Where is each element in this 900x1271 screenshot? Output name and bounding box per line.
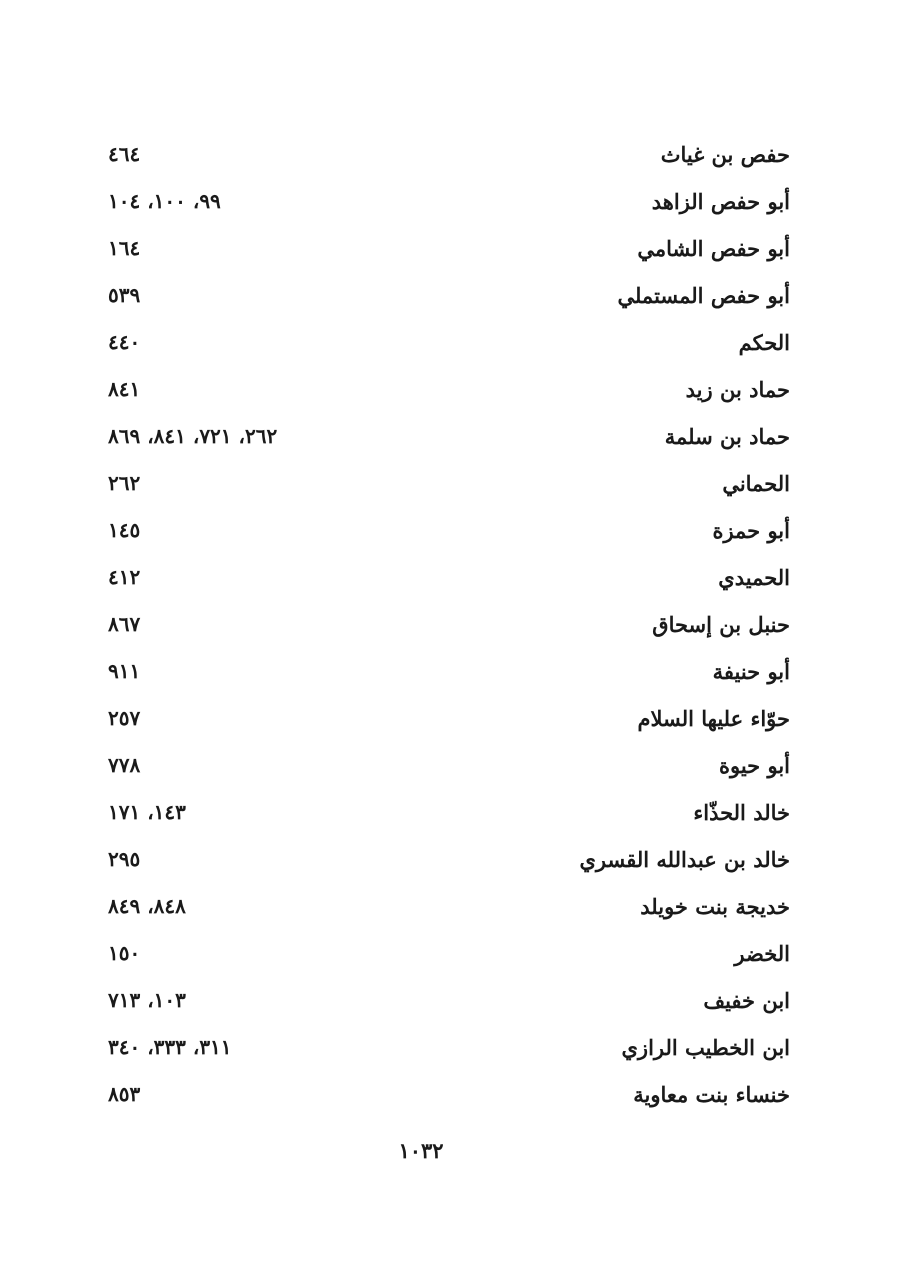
- entry-page-numbers: ١٠٣، ٧١٣: [108, 988, 186, 1012]
- index-entry: [100, 698, 790, 745]
- index-entry: [100, 651, 790, 698]
- entry-name: أبو حفص الشامي: [637, 236, 790, 261]
- entry-name: حماد بن سلمة: [664, 424, 790, 449]
- index-entry: [100, 463, 790, 510]
- entry-page-numbers: ٥٣٩: [108, 283, 141, 307]
- entry-name: الحميدي: [718, 565, 790, 590]
- entry-name: أبو حيوة: [718, 753, 790, 778]
- entry-name: خالد الحذّاء: [693, 800, 790, 825]
- entry-page-numbers: ٣١١، ٣٣٣، ٣٤٠: [108, 1035, 232, 1059]
- entry-page-numbers: ١٥٠: [108, 941, 141, 965]
- entry-name: حماد بن زيد: [685, 377, 790, 402]
- entry-page-numbers: ٩١١: [108, 659, 141, 683]
- entry-page-numbers: ١٤٥: [108, 518, 141, 542]
- entry-name: أبو حفص الزاهد: [651, 189, 790, 214]
- entry-page-numbers: ٨٥٣: [108, 1082, 141, 1106]
- entry-name: خالد بن عبدالله القسري: [579, 847, 790, 872]
- index-entry: [100, 181, 790, 228]
- entry-page-numbers: ٢٩٥: [108, 847, 141, 871]
- entry-name: الحكم: [738, 330, 790, 355]
- index-entry: [100, 134, 790, 181]
- entry-page-numbers: ٧٧٨: [108, 753, 141, 777]
- entry-page-numbers: ٢٦٢، ٧٢١، ٨٤١، ٨٦٩: [108, 424, 278, 448]
- entry-page-numbers: ٨٤٨، ٨٤٩: [108, 894, 186, 918]
- entry-page-numbers: ٤٦٤: [108, 142, 141, 166]
- index-entry: [100, 604, 790, 651]
- entry-page-numbers: ١٤٣، ١٧١: [108, 800, 186, 824]
- index-entry: [100, 369, 790, 416]
- entry-name: ابن الخطيب الرازي: [621, 1035, 790, 1060]
- index-entry: [100, 322, 790, 369]
- entry-page-numbers: ٤١٢: [108, 565, 141, 589]
- entry-name: أبو حنيفة: [712, 659, 790, 684]
- index-entry: [100, 557, 790, 604]
- index-entry: [100, 980, 790, 1027]
- entry-page-numbers: ٢٦٢: [108, 471, 141, 495]
- entry-name: الحماني: [722, 471, 790, 496]
- index-entry: [100, 1027, 790, 1074]
- index-entry: [100, 275, 790, 322]
- index-entry: [100, 745, 790, 792]
- index-entry: [100, 228, 790, 275]
- entry-name: أبو حمزة: [712, 518, 790, 543]
- entry-name: أبو حفص المستملي: [617, 283, 790, 308]
- entry-page-numbers: ٩٩، ١٠٠، ١٠٤: [108, 189, 221, 213]
- entry-page-numbers: ٢٥٧: [108, 706, 141, 730]
- index-entry: [100, 886, 790, 933]
- name-index-list: [100, 134, 790, 1121]
- entry-page-numbers: ٨٦٧: [108, 612, 141, 636]
- index-entry: [100, 1074, 790, 1121]
- entry-name: خديجة بنت خويلد: [640, 894, 790, 919]
- entry-name: ابن خفيف: [703, 988, 790, 1013]
- entry-page-numbers: ٨٤١: [108, 377, 141, 401]
- page-number: ١٠٣٢: [398, 1138, 444, 1163]
- index-entry: [100, 416, 790, 463]
- index-entry: [100, 933, 790, 980]
- entry-name: حنبل بن إسحاق: [652, 612, 790, 637]
- entry-name: خنساء بنت معاوية: [633, 1082, 790, 1107]
- entry-name: حفص بن غياث: [660, 142, 790, 167]
- entry-page-numbers: ١٦٤: [108, 236, 141, 260]
- index-entry: [100, 839, 790, 886]
- index-entry: [100, 792, 790, 839]
- index-entry: [100, 510, 790, 557]
- entry-name: الخضر: [734, 941, 790, 966]
- entry-page-numbers: ٤٤٠: [108, 330, 141, 354]
- entry-name: حوّاء عليها السلام: [637, 706, 790, 731]
